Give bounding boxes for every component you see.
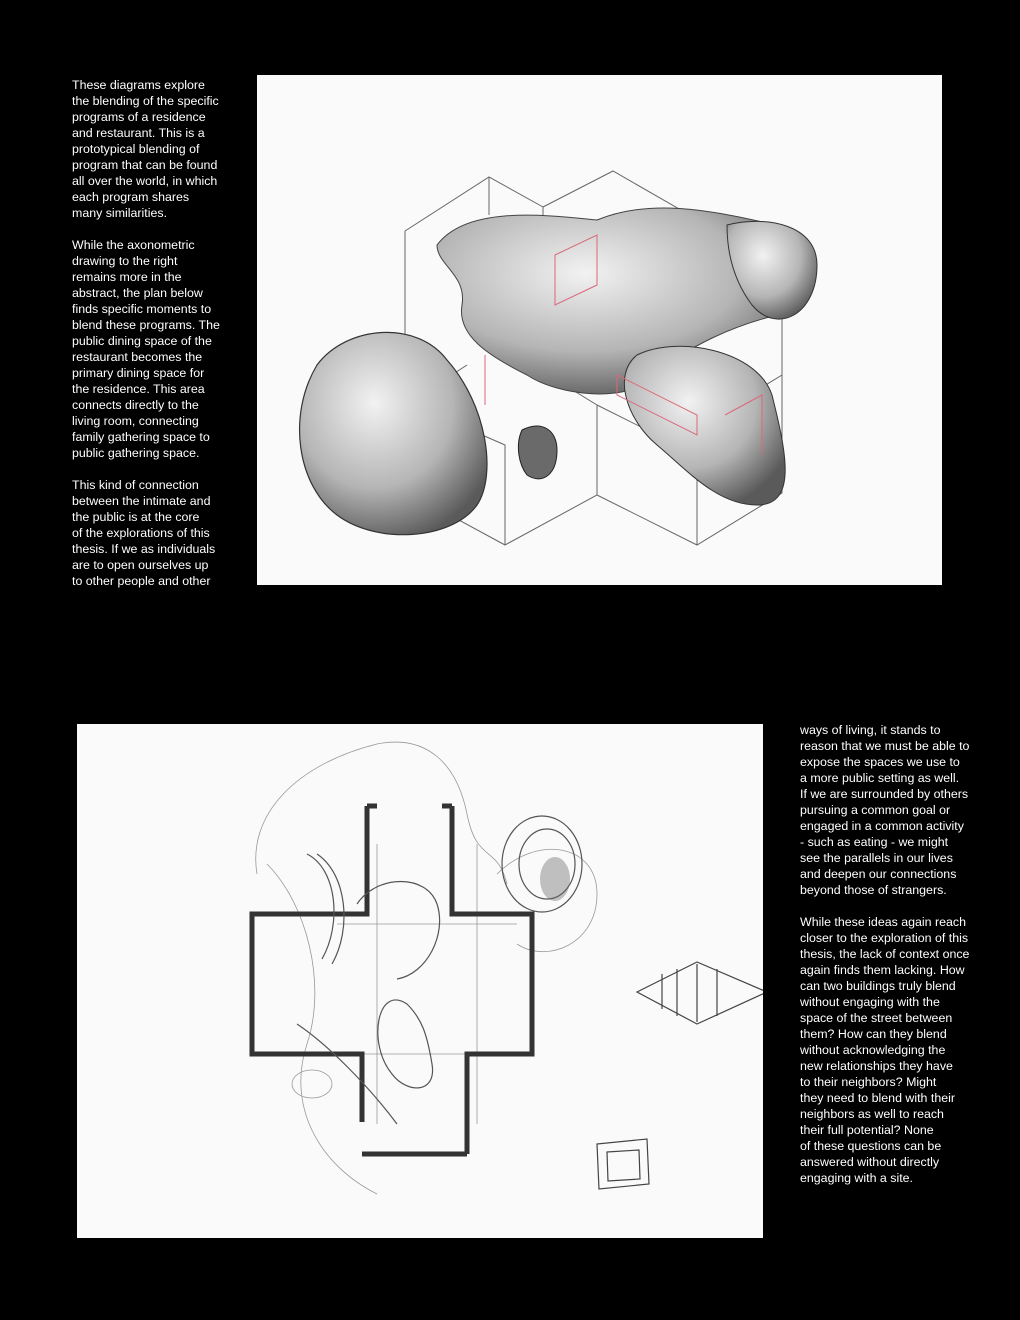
axonometric-sketch xyxy=(257,75,942,585)
left-paragraph-1: These diagrams explore the blending of the specific programs of a residence and restaurant. This is a prototypical blending of program that can be found all over the world, in which each program shares many similarities. xyxy=(72,78,219,220)
right-paragraph-1: ways of living, it stands to reason that we must be able to expose the spaces we use to a more public setting as well. If we are surrounded by others pursuing a common goal or engaged in a common activity - such as eating - we might see the parallels in our lives and deepen our connections beyond those of strangers. xyxy=(800,723,970,897)
right-paragraph-2: While these ideas again reach closer to the exploration of this thesis, the lack of context once again finds them lacking. How can two buildings truly blend without engaging with the space of the street between them? How can they blend without acknowledging the new relationships they have to their neighbors? Might they need to blend with their neighbors as well to reach their full potential? None of these questions can be answered without directly engaging with a site. xyxy=(800,915,970,1185)
right-text-column xyxy=(800,722,990,1202)
plan-sketch xyxy=(77,724,763,1238)
left-paragraph-3: This kind of connection between the intimate and the public is at the core of the explorations of this thesis. If we as individuals are to open ourselves up to other people and other xyxy=(72,478,216,588)
axonometric-drawing xyxy=(257,75,942,585)
left-paragraph-2: While the axonometric drawing to the right remains more in the abstract, the plan below finds specific moments to blend these programs. The public dining space of the restaurant becomes the primary dining space for the residence. This area connects directly to the living room, connecting family gathering space to public gathering space. xyxy=(72,238,220,460)
plan-drawing xyxy=(77,724,763,1238)
left-text-column xyxy=(72,77,242,605)
